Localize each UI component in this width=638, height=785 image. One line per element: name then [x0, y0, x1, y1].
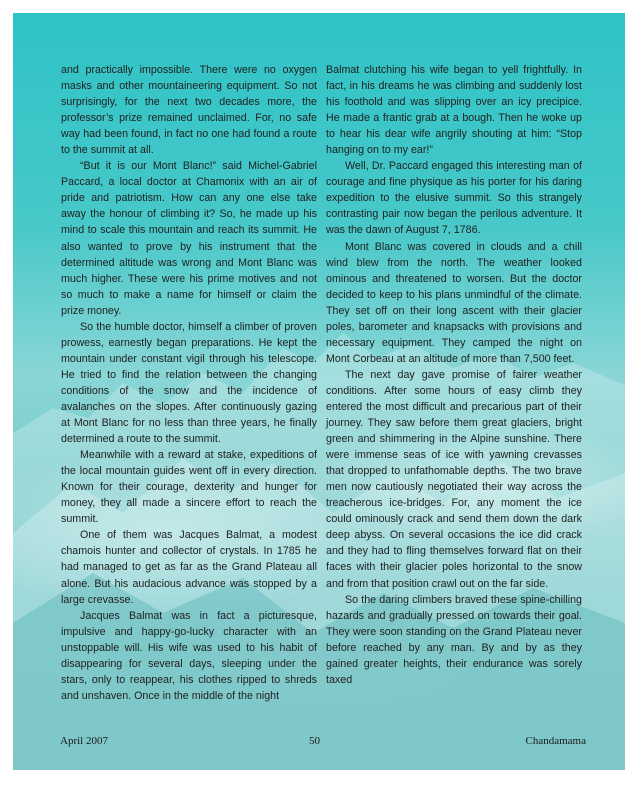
paragraph: “But it is our Mont Blanc!” said Michel-Gabriel Paccard, a local doctor at Chamonix with an air of pride and patriotism. How can any one else take away the honour of climbing it? So, he made up his mind to scale this mountain and reach its summit. He also wanted to prove by his instrument that the determined altitude was wrong and Mont Blanc was much higher. These were his prime motives and not so much to make a name for himself or claim the prize money. [61, 160, 317, 317]
paragraph: Meanwhile with a reward at stake, expeditions of the local mountain guides went off in every direction. Known for their courage, dexterity and hunger for money, they all made a sincere effort to reach the summit. [61, 449, 317, 526]
left-column [61, 62, 317, 704]
paragraph: Mont Blanc was covered in clouds and a chill wind blew from the north. The weather looked ominous and threatened to worsen. But the doctor decided to keep to his plans unmindful of the climate. They set off on their long ascent with their glacier poles, barometer and knapsacks with provisions and necessary equipment. They camped the night on Mont Corbeau at an altitude of more than 7,500 feet. [326, 240, 582, 365]
paragraph: So the daring climbers braved these spine-chilling hazards and gradually pressed on towards their goal. They were soon standing on the Grand Plateau never before reached by any man. By and by as they gained greater heights, their endurance was sorely taxed [326, 593, 582, 686]
magazine-name: Chandamama [525, 735, 586, 747]
paragraph: Well, Dr. Paccard engaged this interesting man of courage and fine physique as his porter for his daring expedition to the elusive summit. So this strangely contrasting pair now began the perilous adventure. It was the dawn of August 7, 1786. [326, 160, 582, 237]
paragraph: So the humble doctor, himself a climber of proven prowess, earnestly began preparations. He kept the mountain under constant vigil through his telescope. He tried to find the relation between the changing conditions of the snow and the incidence of avalanches on the slopes. After continuously gazing at Mont Blanc for no less than three years, he finally determined a route to the summit. [61, 320, 317, 446]
paragraph: Balmat clutching his wife began to yell frightfully. In fact, in his dreams he was climbing and suddenly lost his foothold and was slipping over an icy precipice. He made a frantic grab at a bough. Then he woke up to hear his dear wife angrily shouting at him: “Stop hanging on to my ear!” [326, 64, 582, 157]
paragraph: and practically impossible. There were no oxygen masks and other mountaineering equipment. So not surprisingly, for the next two decades more, the professor’s prize remained unclaimed. For, no safe way had been found, in fact no one had found a route to the summit at all. [61, 64, 317, 157]
footer-date: April 2007 [60, 735, 108, 747]
page [13, 13, 625, 770]
paragraph: Jacques Balmat was in fact a picturesque, impulsive and happy-go-lucky character with an unstoppable will. His wife was used to his habit of disappearing for several days, sleeping under the stars, only to reappear, his clothes ripped to shreds and unshaven. Once in the middle of the night [61, 609, 317, 702]
paragraph: One of them was Jacques Balmat, a modest chamois hunter and collector of crystals. In 1785 he had managed to get as far as the Grand Plateau all alone. But his audacious advance was stopped by a large crevasse. [61, 529, 317, 606]
paragraph: The next day gave promise of fairer weather conditions. After some hours of easy climb they entered the most difficult and precarious part of their journey. They saw before them great glaciers, bright green and shimmering in the Alpine sunshine. There were immense seas of ice with yawning crevasses that dropped to unfathomable depths. The two brave men now cautiously negotiated their way across the treacherous ice-bridges. For, any moment the ice could ominously crack and send them down the dark deep abyss. On several occasions the ice did crack and they had to fling themselves forward flat on their faces with their glacier poles horizontal to the snow and from that position crawl out on the far side. [326, 368, 582, 590]
page-number: 50 [309, 735, 320, 747]
right-column [326, 62, 582, 688]
